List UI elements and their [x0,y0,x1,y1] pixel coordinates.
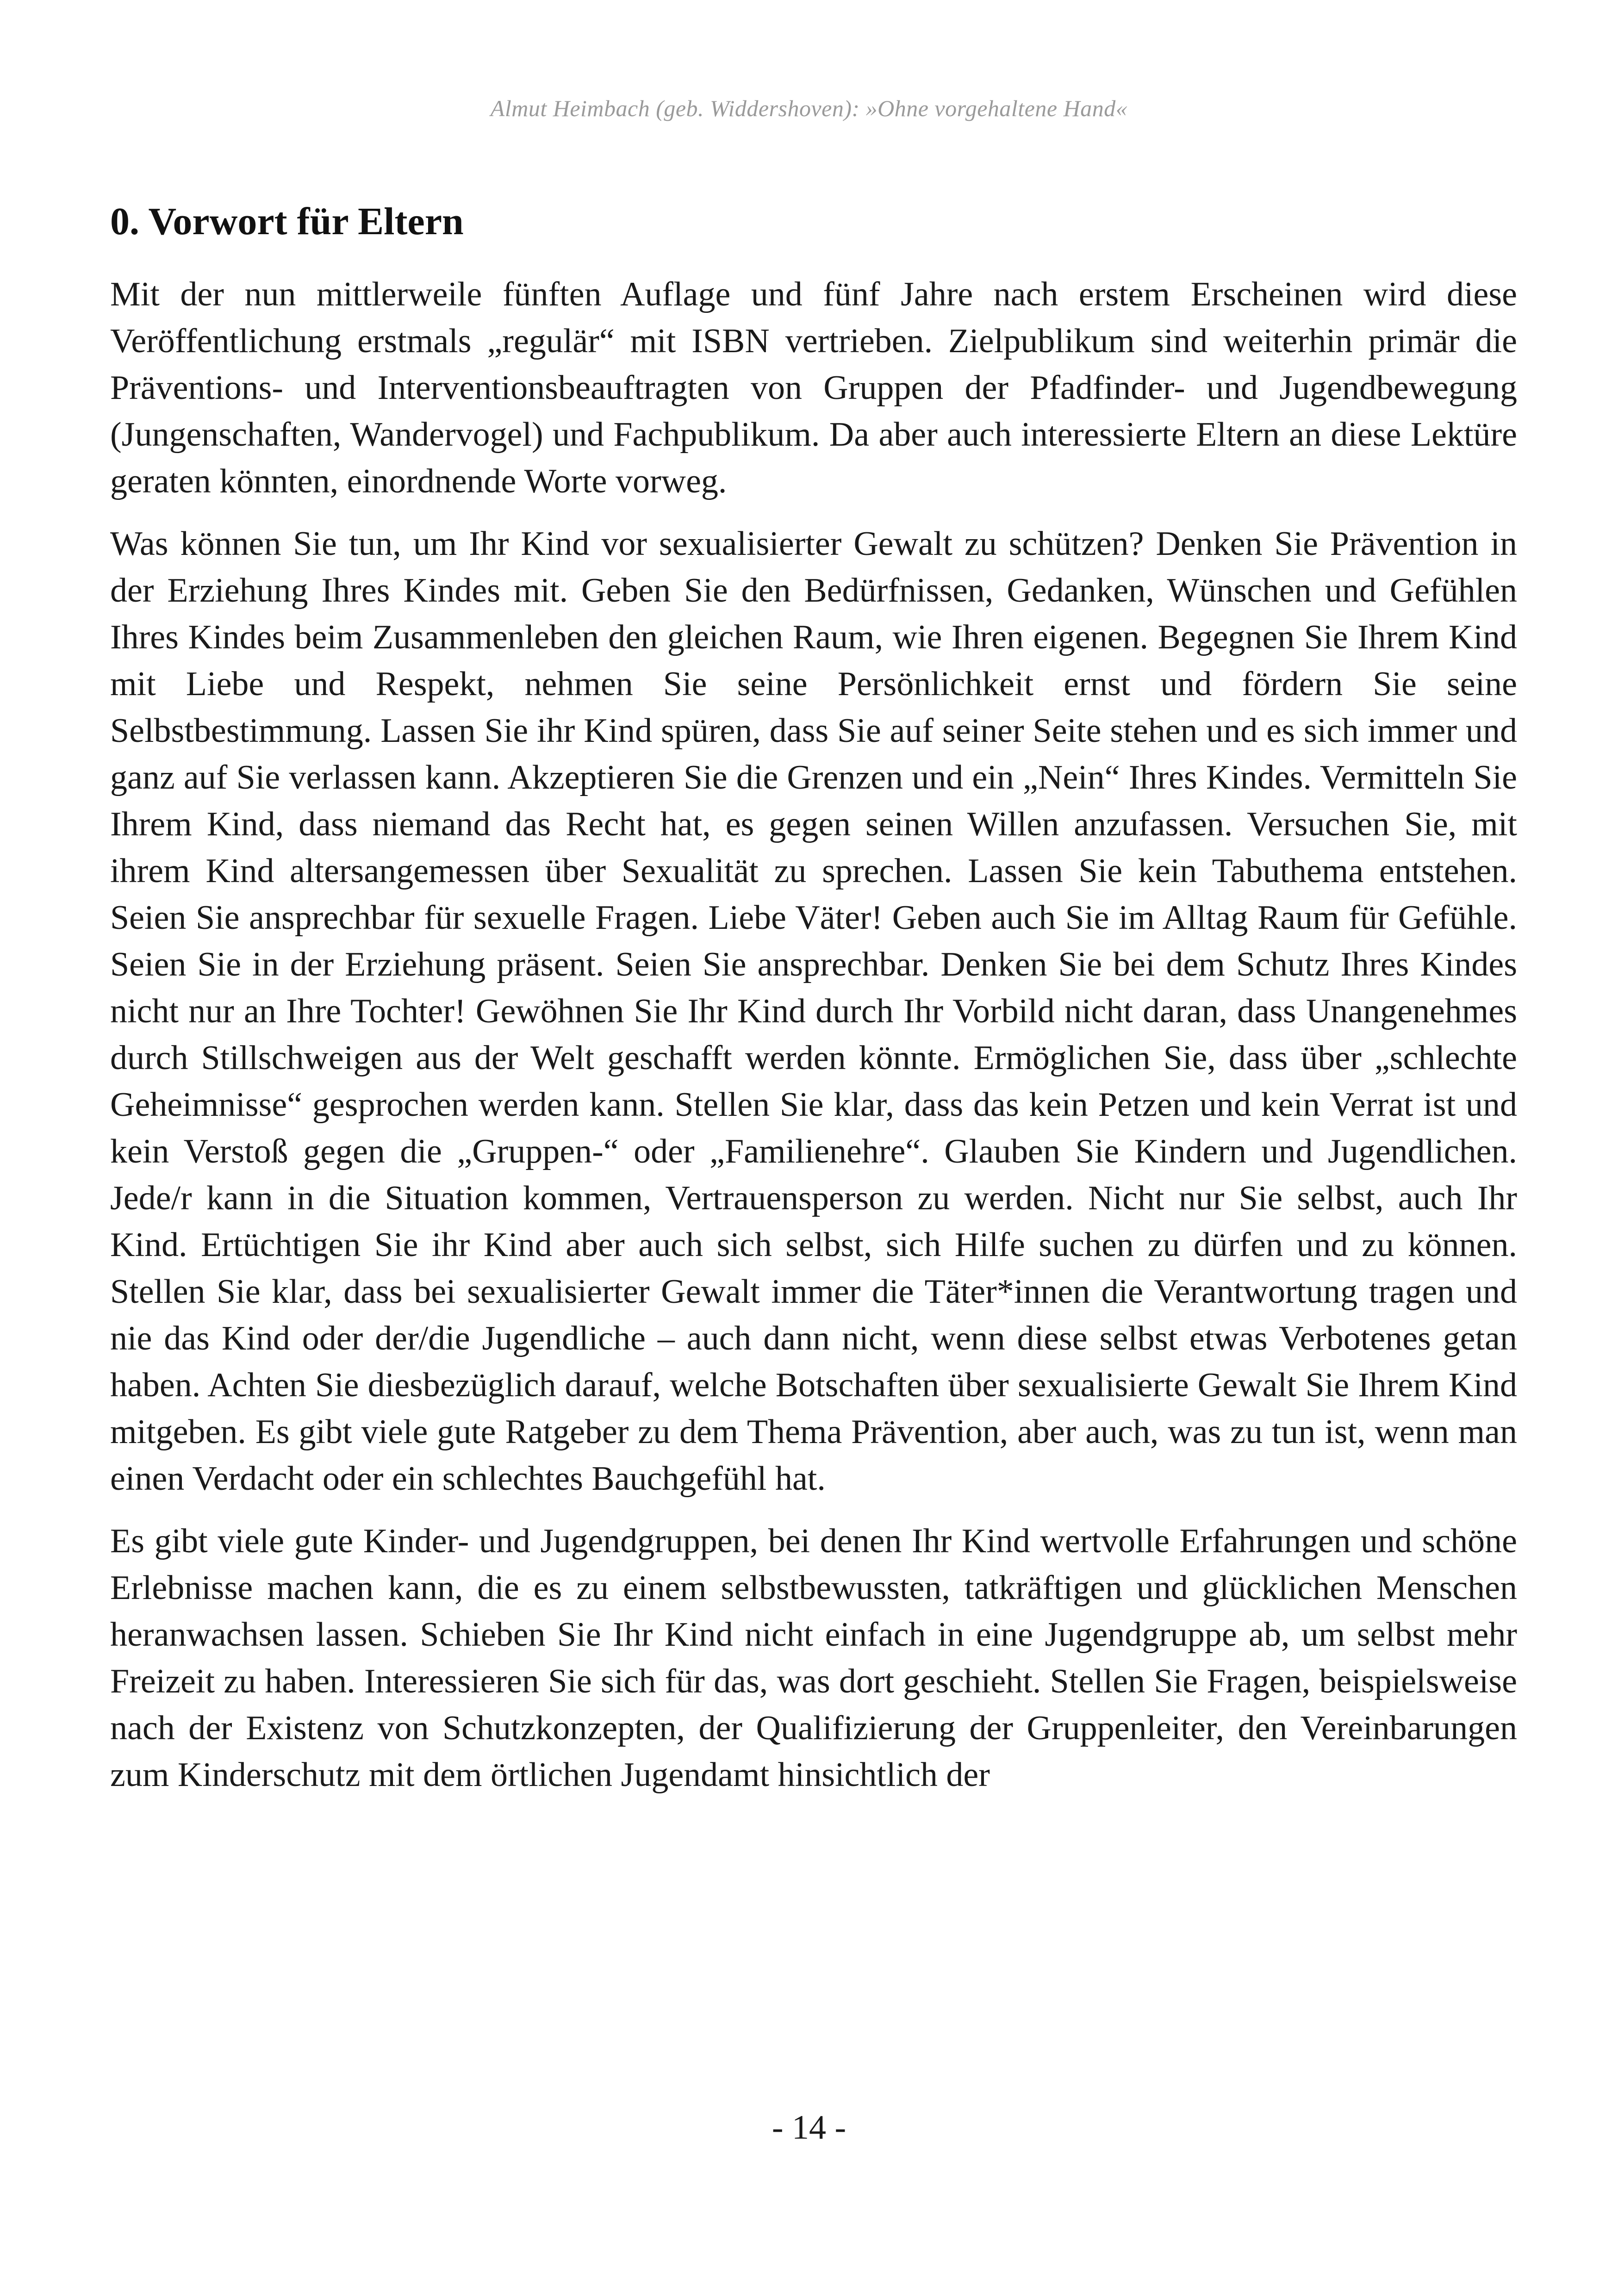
page-content [110,194,1517,1814]
paragraph-prevention-advice: Was können Sie tun, um Ihr Kind vor sexualisierter Gewalt zu schützen? Denken Sie Prävention in der Erziehung Ihres Kindes mit. Geben Sie den Bedürfnissen, Gedanken, Wünschen und Gefühlen Ihres Kindes beim Zusammenleben den gleichen Raum, wie Ihren eigenen. Begegnen Sie Ihrem Kind mit Liebe und Respekt, nehmen Sie seine Persönlichkeit ernst und fördern Sie seine Selbstbestimmung. Lassen Sie ihr Kind spüren, dass Sie auf seiner Seite stehen und es sich immer und ganz auf Sie verlassen kann. Akzeptieren Sie die Grenzen und ein „Nein“ Ihres Kindes. Vermitteln Sie Ihrem Kind, dass niemand das Recht hat, es gegen seinen Willen anzufassen. Versuchen Sie, mit ihrem Kind altersangemessen über Sexualität zu sprechen. Lassen Sie kein Tabuthema entstehen. Seien Sie ansprechbar für sexuelle Fragen. Liebe Väter! Geben auch Sie im Alltag Raum für Gefühle. Seien Sie in der Erziehung präsent. Seien Sie ansprechbar. Denken Sie bei dem Schutz Ihres Kindes nicht nur an Ihre Tochter! Gewöhnen Sie Ihr Kind durch Ihr Vorbild nicht daran, dass Unangenehmes durch Stillschweigen aus der Welt geschafft werden könnte. Ermöglichen Sie, dass über „schlechte Geheimnisse“ gesprochen werden kann. Stellen Sie klar, dass das kein Petzen und kein Verrat ist und kein Verstoß gegen die „Gruppen-“ oder „Familienehre“. Glauben Sie Kindern und Jugendlichen. Jede/r kann in die Situation kommen, Vertrauensperson zu werden. Nicht nur Sie selbst, auch Ihr Kind. Ertüchtigen Sie ihr Kind aber auch sich selbst, sich Hilfe suchen zu dürfen und zu können. Stellen Sie klar, dass bei sexualisierter Gewalt immer die Täter*innen die Verantwortung tragen und nie das Kind oder der/die Jugendliche – auch dann nicht, wenn diese selbst etwas Verbotenes getan haben. Achten Sie diesbezüglich darauf, welche Botschaften über sexualisierte Gewalt Sie Ihrem Kind mitgeben. Es gibt viele gute Ratgeber zu dem Thema Prävention, aber auch, was zu tun ist, wenn man einen Verdacht oder ein schlechtes Bauchgefühl hat. [110,525,1517,1498]
paragraph-intro: Mit der nun mittlerweile fünften Auflage und fünf Jahre nach erstem Erscheinen wird diese Veröffentlichung erstmals „regulär“ mit ISBN vertrieben. Zielpublikum sind weiterhin primär die Präventions- und Interventionsbeauftragten von Gruppen der Pfadfinder- und Jugendbewegung (Jungenschaften, Wandervogel) und Fachpublikum. Da aber auch interessierte Eltern an diese Lektüre geraten könnten, einordnende Worte vorweg. [110,275,1517,500]
paragraph-youth-groups: Es gibt viele gute Kinder- und Jugendgruppen, bei denen Ihr Kind wertvolle Erfahrungen und schöne Erlebnisse machen kann, die es zu einem selbstbewussten, tatkräftigen und glücklichen Menschen heranwachsen lassen. Schieben Sie Ihr Kind nicht einfach in eine Jugendgruppe ab, um selbst mehr Freizeit zu haben. Interessieren Sie sich für das, was dort geschieht. Stellen Sie Fragen, beispielsweise nach der Existenz von Schutzkonzepten, der Qualifizierung der Gruppenleiter, den Vereinbarungen zum Kinderschutz mit dem örtlichen Jugendamt hinsichtlich der [110,1522,1517,1794]
section-heading: 0. Vorwort für Eltern [110,200,464,243]
page-number: - 14 - [772,2109,846,2147]
running-header: Almut Heimbach (geb. Widdershoven): »Ohne vorgehaltene Hand« [490,95,1128,121]
